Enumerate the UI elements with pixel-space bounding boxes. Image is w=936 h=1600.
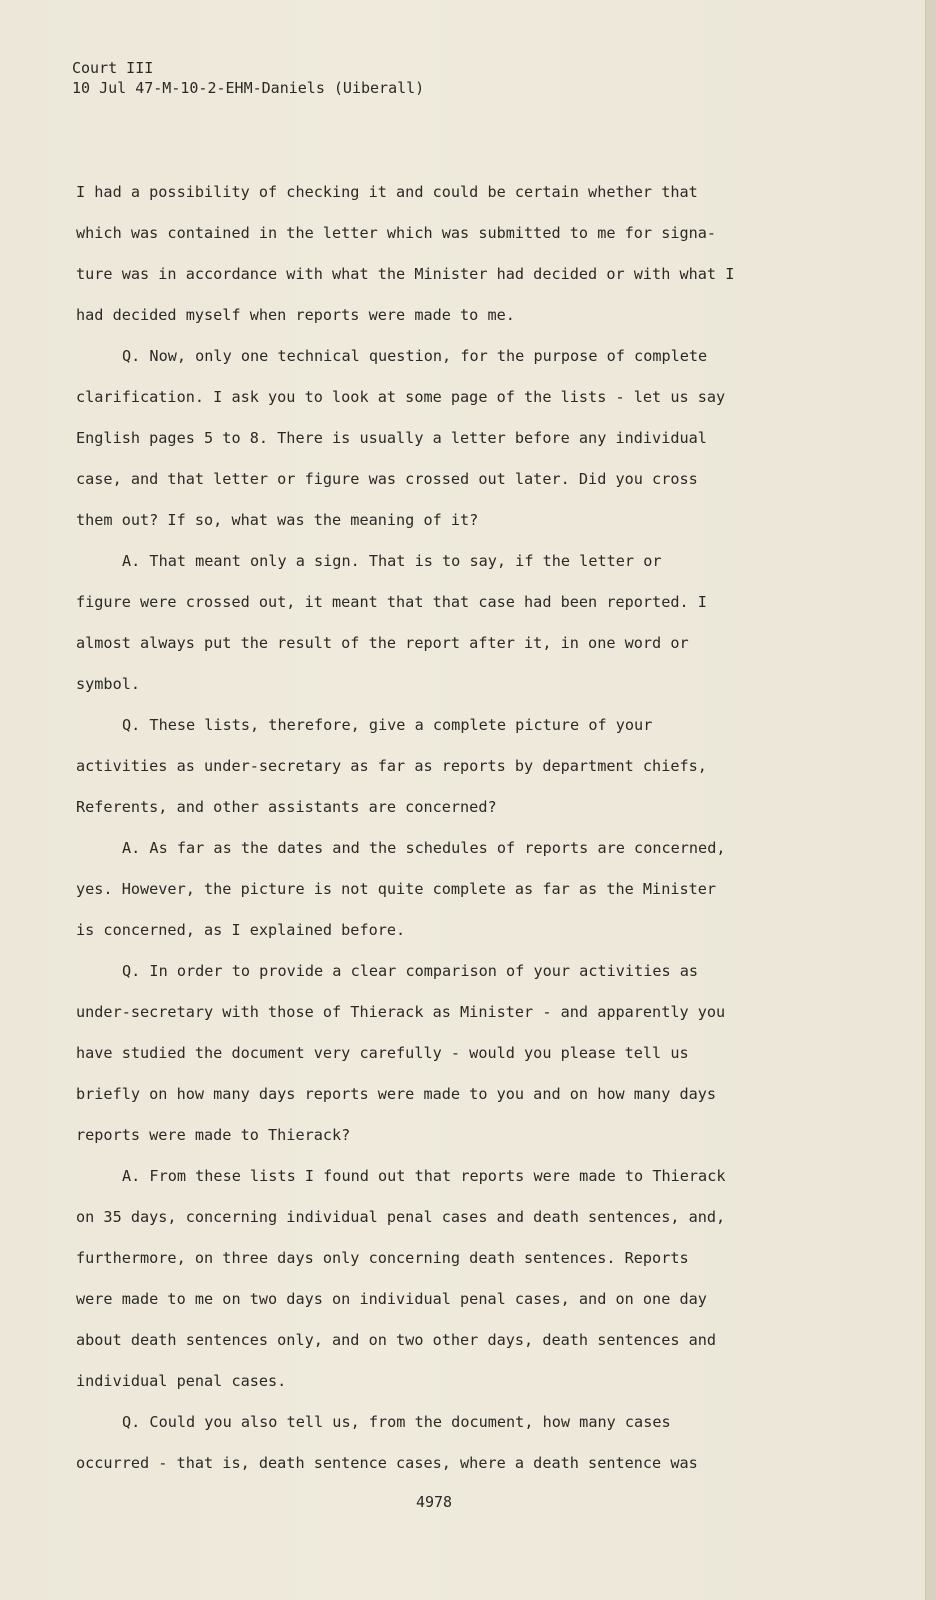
- header-court: Court III: [72, 59, 154, 77]
- text-line: clarification. I ask you to look at some page of the lists - let us say: [76, 388, 726, 406]
- answer-line: A. From these lists I found out that reports were made to Thierack: [122, 1167, 726, 1185]
- text-line: briefly on how many days reports were made to you and on how many days: [76, 1085, 717, 1103]
- question-line: Q. Could you also tell us, from the document, how many cases: [122, 1413, 671, 1431]
- question-line: Q. Now, only one technical question, for the purpose of complete: [122, 347, 708, 365]
- text-line: furthermore, on three days only concerning death sentences. Reports: [76, 1249, 689, 1267]
- text-line: about death sentences only, and on two other days, death sentences and: [76, 1331, 717, 1349]
- text-line: figure were crossed out, it meant that that case had been reported. I: [76, 593, 707, 611]
- text-line: individual penal cases.: [76, 1372, 287, 1390]
- text-line: have studied the document very carefully - would you please tell us: [76, 1044, 689, 1062]
- text-line: activities as under-secretary as far as reports by department chiefs,: [76, 757, 707, 775]
- text-line: case, and that letter or figure was crossed out later. Did you cross: [76, 470, 698, 488]
- text-line: I had a possibility of checking it and could be certain whether that: [76, 183, 698, 201]
- document-header: [72, 58, 424, 98]
- answer-line: A. As far as the dates and the schedules of reports are concerned,: [122, 839, 726, 857]
- question-line: Q. In order to provide a clear comparison of your activities as: [122, 962, 699, 980]
- text-line: were made to me on two days on individual penal cases, and on one day: [76, 1290, 707, 1308]
- page-number: 4978: [415, 1493, 453, 1511]
- text-line: English pages 5 to 8. There is usually a letter before any individual: [76, 429, 707, 447]
- text-line: which was contained in the letter which was submitted to me for signa-: [76, 224, 717, 242]
- answer-line: A. That meant only a sign. That is to say, if the letter or: [122, 552, 662, 570]
- transcript-body: [76, 172, 816, 1484]
- text-line: is concerned, as I explained before.: [76, 921, 406, 939]
- header-reference: 10 Jul 47-M-10-2-EHM-Daniels (Uiberall): [72, 79, 425, 97]
- text-line: yes. However, the picture is not quite complete as far as the Minister: [76, 880, 717, 898]
- text-line: them out? If so, what was the meaning of it?: [76, 511, 479, 529]
- text-line: symbol.: [76, 675, 141, 693]
- text-line: reports were made to Thierack?: [76, 1126, 351, 1144]
- page-edge: [925, 0, 936, 1600]
- text-line: under-secretary with those of Thierack as Minister - and apparently you: [76, 1003, 726, 1021]
- text-line: on 35 days, concerning individual penal cases and death sentences, and,: [76, 1208, 726, 1226]
- text-line: almost always put the result of the report after it, in one word or: [76, 634, 689, 652]
- text-line: had decided myself when reports were made to me.: [76, 306, 515, 324]
- text-line: occurred - that is, death sentence cases, where a death sentence was: [76, 1454, 698, 1472]
- text-line: Referents, and other assistants are concerned?: [76, 798, 497, 816]
- text-line: ture was in accordance with what the Minister had decided or with what I: [76, 265, 735, 283]
- question-line: Q. These lists, therefore, give a complete picture of your: [122, 716, 653, 734]
